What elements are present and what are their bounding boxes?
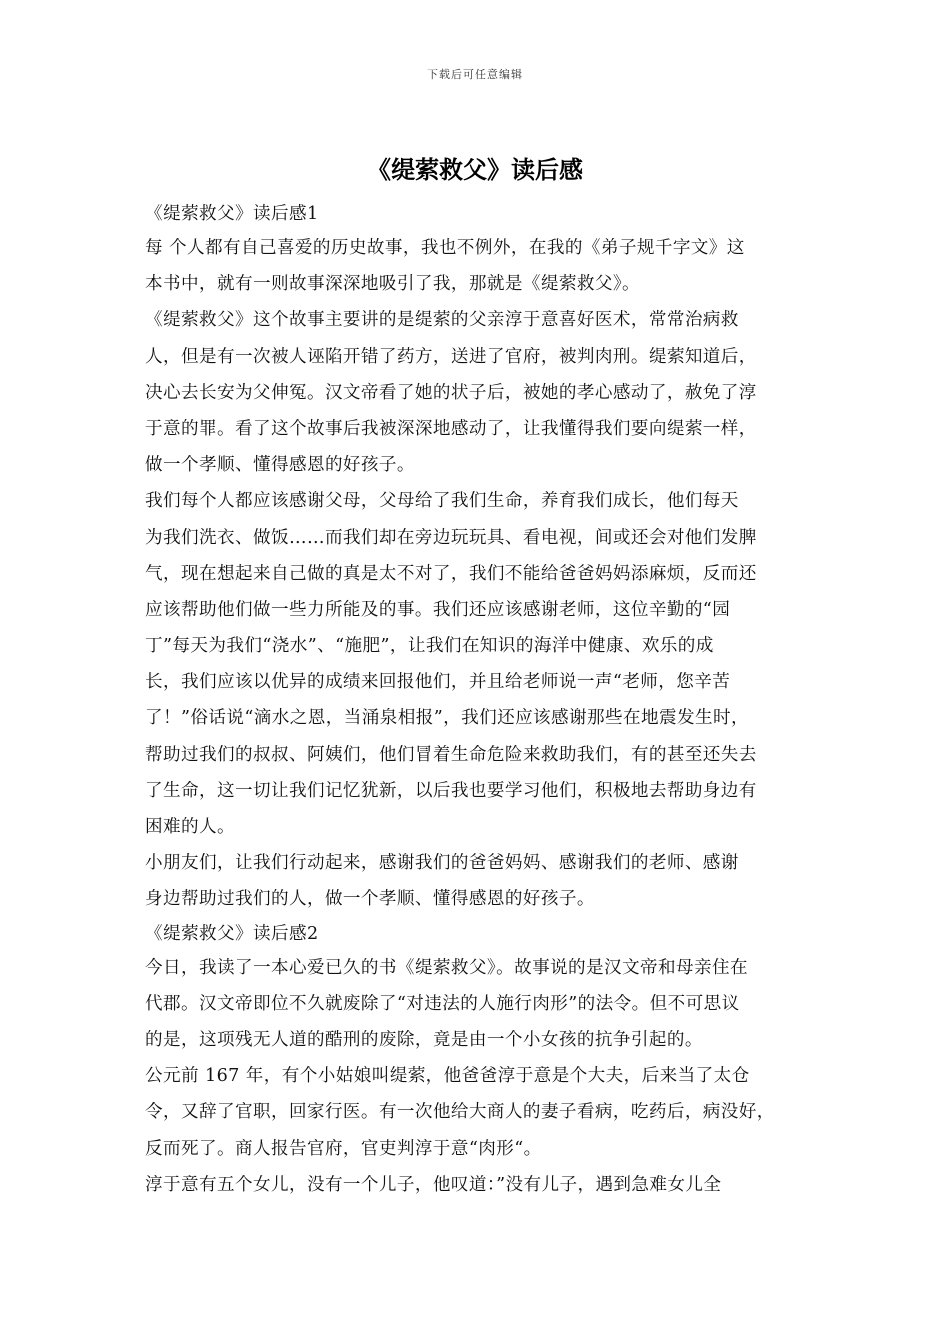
text-line: 人，但是有一次被人诬陷开错了药方，送进了官府，被判肉刑。缇萦知道后， — [145, 346, 757, 367]
text-line: 公元前 167 年，有个小姑娘叫缇萦，他爸爸淳于意是个大夫，后来当了太仓 — [145, 1066, 750, 1087]
text-line: 长，我们应该以优异的成绩来回报他们，并且给老师说一声“老师，您辛苦 — [145, 672, 731, 693]
text-line: 每 个人都有自己喜爱的历史故事，我也不例外，在我的《弟子规千字文》这 — [145, 238, 745, 258]
text-line: 本书中，就有一则故事深深地吸引了我，那就是《缇萦救父》。 — [145, 274, 641, 295]
text-line: 反而死了。商人报告官府，官吏判淳于意“肉形“。 — [145, 1138, 542, 1159]
text-line: 了！”俗话说“滴水之恩，当涌泉相报”，我们还应该感谢那些在地震发生时， — [145, 708, 749, 729]
text-line: 令，又辞了官职，回家行医。有一次他给大商人的妻子看病，吃药后，病没好， — [145, 1102, 775, 1123]
text-line: 应该帮助他们做一些力所能及的事。我们还应该感谢老师，这位辛勤的“园 — [145, 599, 731, 620]
text-line: 我们每个人都应该感谢父母，父母给了我们生命，养育我们成长，他们每天 — [145, 491, 739, 512]
text-line: 身边帮助过我们的人，做一个孝顺、懂得感恩的好孩子。 — [145, 889, 595, 910]
text-line: 代郡。汉文帝即位不久就废除了“对违法的人施行肉形”的法令。但不可思议 — [145, 993, 740, 1014]
text-line: 淳于意有五个女儿，没有一个儿子，他叹道：”没有儿子，遇到急难女儿全 — [145, 1174, 722, 1195]
text-line: 决心去长安为父伸冤。汉文帝看了她的状子后，被她的孝心感动了，赦免了淳 — [145, 382, 757, 403]
text-line: 今日，我读了一本心爱已久的书《缇萦救父》。故事说的是汉文帝和母亲住在 — [145, 957, 748, 978]
text-line: 的是，这项残无人道的酷刑的废除，竟是由一个小女孩的抗争引起的。 — [145, 1029, 703, 1050]
text-line: 气，现在想起来自己做的真是太不对了，我们不能给爸爸妈妈添麻烦，反而还 — [145, 563, 757, 584]
text-line: 做一个孝顺、懂得感恩的好孩子。 — [145, 455, 415, 476]
text-line: 了生命，这一切让我们记忆犹新，以后我也要学习他们，积极地去帮助身边有 — [145, 780, 757, 801]
text-line: 为我们洗衣、做饭……而我们却在旁边玩玩具、看电视，间或还会对他们发脾 — [145, 527, 757, 548]
text-line: 《缇萦救父》这个故事主要讲的是缇萦的父亲淳于意喜好医术，常常治病救 — [145, 310, 739, 331]
text-line: 帮助过我们的叔叔、阿姨们，他们冒着生命危险来救助我们，有的甚至还失去 — [145, 744, 757, 765]
header-note: 下载后可任意编辑 — [427, 68, 523, 81]
document-body — [145, 198, 817, 1203]
section-heading-2: 《缇萦救父》读后感2 — [145, 923, 319, 944]
text-line: 困难的人。 — [145, 817, 235, 837]
text-line: 丁”每天为我们“浇水”、“施肥”，让我们在知识的海洋中健康、欢乐的成 — [145, 636, 714, 657]
text-line: 小朋友们，让我们行动起来，感谢我们的爸爸妈妈、感谢我们的老师、感谢 — [145, 853, 739, 874]
document-title: 《缇萦救父》读后感 — [367, 155, 583, 184]
section-heading-1: 《缇萦救父》读后感1 — [145, 204, 319, 224]
text-line: 于意的罪。看了这个故事后我被深深地感动了，让我懂得我们要向缇萦一样， — [145, 418, 757, 439]
